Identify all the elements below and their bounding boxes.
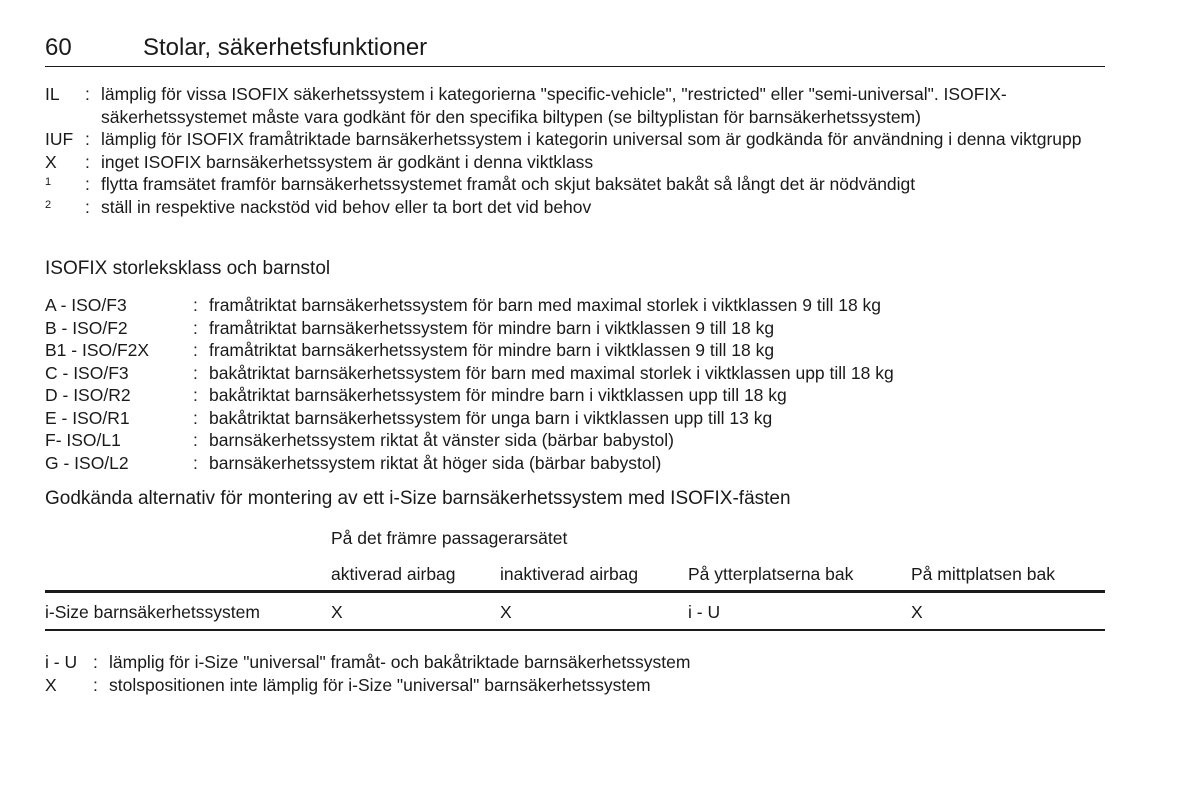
size-class-code: A - ISO/F3	[45, 295, 127, 315]
legend-key: IUF	[45, 129, 74, 149]
size-class-description: bakåtriktat barnsäkerhetssystem för barn med maximal storlek i viktklassen upp till 18 kg	[209, 362, 894, 383]
size-class-description: framåtriktat barnsäkerhetssystem för barn med maximal storlek i viktklassen 9 till 18 kg	[209, 295, 882, 315]
size-class-description: barnsäkerhetssystem riktat åt vänster sida (bärbar babystol)	[209, 430, 674, 450]
size-class-list	[45, 294, 894, 474]
legend-key: IL	[45, 84, 60, 104]
table-bottom-rule	[45, 629, 1105, 631]
footnote-marker: 1	[45, 176, 52, 188]
size-class-row: C - ISO/F3 : bakåtriktat barnsäkerhetssystem för barn med maximal storlek i viktklassen upp till 18 kg	[45, 362, 894, 383]
size-class-code: B1 - ISO/F2X	[45, 340, 150, 360]
column-header-rear-outer: På ytterplatserna bak	[688, 564, 854, 584]
abbreviation-legend	[45, 83, 1101, 218]
size-class-row: G - ISO/L2 : barnsäkerhetssystem riktat åt höger sida (bärbar babystol)	[45, 452, 662, 473]
legend-text: lämplig för i-Size "universal" framåt- och bakåtriktade barnsäkerhetssystem	[109, 652, 691, 672]
column-header-airbag-on: aktiverad airbag	[331, 564, 456, 584]
size-class-description: framåtriktat barnsäkerhetssystem för mindre barn i viktklassen 9 till 18 kg	[209, 317, 775, 338]
size-class-code: C - ISO/F3	[45, 362, 129, 383]
legend-key: X	[45, 151, 57, 172]
size-class-row: F- ISO/L1 : barnsäkerhetssystem riktat åt vänster sida (bärbar babystol)	[45, 430, 674, 450]
legend-text: lämplig för ISOFIX framåtriktade barnsäkerhetssystem i kategorin universal som är godkända för användning i denna viktgrupp	[101, 129, 1082, 149]
size-class-row: A - ISO/F3 : framåtriktat barnsäkerhetssystem för barn med maximal storlek i viktklassen 9 till 18 kg	[45, 295, 882, 315]
legend-text: ställ in respektive nackstöd vid behov eller ta bort det vid behov	[101, 196, 592, 217]
table-cell: X	[331, 602, 343, 622]
table-cell: i - U	[688, 602, 721, 622]
size-class-description: bakåtriktat barnsäkerhetssystem för mindre barn i viktklassen upp till 18 kg	[209, 385, 787, 405]
legend-row: IL : lämplig för vissa ISOFIX säkerhetssystem i kategorierna "specific-vehicle", "restricted" eller "semi-universal". ISOFIX-säkerhetssystemet måste vara godkänt för den specifika biltypen (se biltyplistan för barnsäkerhetssystem)	[45, 83, 1101, 128]
chapter-title: Stolar, säkerhetsfunktioner	[143, 34, 428, 61]
size-class-code: F- ISO/L1	[45, 430, 121, 450]
isofix-size-class-heading: ISOFIX storleksklass och barnstol	[45, 258, 331, 279]
page-header	[45, 34, 1105, 67]
legend-key: i - U	[45, 652, 78, 672]
size-class-description: barnsäkerhetssystem riktat åt höger sida (bärbar babystol)	[209, 452, 662, 473]
legend-row: X : inget ISOFIX barnsäkerhetssystem är godkänt i denna viktklass	[45, 151, 1101, 174]
page-number: 60	[45, 34, 72, 61]
size-class-row: B - ISO/F2 : framåtriktat barnsäkerhetssystem för mindre barn i viktklassen 9 till 18 kg	[45, 317, 775, 338]
legend-row: X : stolspositionen inte lämplig för i-Size "universal" barnsäkerhetssystem	[45, 674, 651, 695]
table-cell: X	[500, 602, 512, 622]
legend-text: lämplig för vissa ISOFIX säkerhetssystem i kategorierna "specific-vehicle", "restricted" eller "semi-universal". ISOFIX-säkerhetssystemet måste vara godkänt för den specifika biltypen (se biltyplistan för barnsäkerhetssystem)	[101, 84, 1007, 127]
size-class-row: D - ISO/R2 : bakåtriktat barnsäkerhetssystem för mindre barn i viktklassen upp till 18 kg	[45, 385, 787, 405]
footnote-marker: 2	[45, 198, 52, 211]
legend-text: inget ISOFIX barnsäkerhetssystem är godkänt i denna viktklass	[101, 151, 594, 172]
size-class-description: bakåtriktat barnsäkerhetssystem för unga barn i viktklassen upp till 13 kg	[209, 407, 773, 428]
table-header-rule	[45, 590, 1105, 593]
legend-row: i - U : lämplig för i-Size "universal" framåt- och bakåtriktade barnsäkerhetssystem	[45, 652, 691, 672]
legend-row: IUF : lämplig för ISOFIX framåtriktade barnsäkerhetssystem i kategorin universal som är godkända för användning i denna viktgrupp	[45, 128, 1101, 151]
legend-text: flytta framsätet framför barnsäkerhetssystemet framåt och skjut baksätet bakåt så långt det är nödvändigt	[101, 174, 916, 194]
legend-row: $^1$ : flytta framsätet framför barnsäkerhetssystemet framåt och skjut baksätet bakåt så långt det är nödvändigt	[45, 173, 1101, 196]
size-class-code: G - ISO/L2	[45, 452, 129, 473]
legend-key: X	[45, 674, 57, 695]
size-class-code: E - ISO/R1	[45, 407, 130, 428]
isize-legend	[45, 651, 690, 696]
size-class-code: B - ISO/F2	[45, 317, 128, 338]
isize-mounting-heading: Godkända alternativ för montering av ett i-Size barnsäkerhetssystem med ISOFIX-fästen	[45, 488, 791, 509]
column-header-airbag-off: inaktiverad airbag	[500, 564, 639, 584]
table-cell: X	[911, 602, 923, 622]
size-class-row: E - ISO/R1 : bakåtriktat barnsäkerhetssystem för unga barn i viktklassen upp till 13 kg	[45, 407, 773, 428]
row-label-isize: i-Size barnsäkerhetssystem	[45, 602, 260, 622]
group-header-front-passenger: På det främre passagerarsätet	[331, 528, 568, 548]
size-class-description: framåtriktat barnsäkerhetssystem för mindre barn i viktklassen 9 till 18 kg	[209, 340, 775, 360]
column-header-rear-middle: På mittplatsen bak	[911, 564, 1055, 584]
legend-row: $^2$ : ställ in respektive nackstöd vid behov eller ta bort det vid behov	[45, 196, 1101, 219]
size-class-row: B1 - ISO/F2X : framåtriktat barnsäkerhetssystem för mindre barn i viktklassen 9 till 18 kg	[45, 340, 775, 360]
legend-text: stolspositionen inte lämplig för i-Size "universal" barnsäkerhetssystem	[109, 674, 651, 695]
size-class-code: D - ISO/R2	[45, 385, 131, 405]
